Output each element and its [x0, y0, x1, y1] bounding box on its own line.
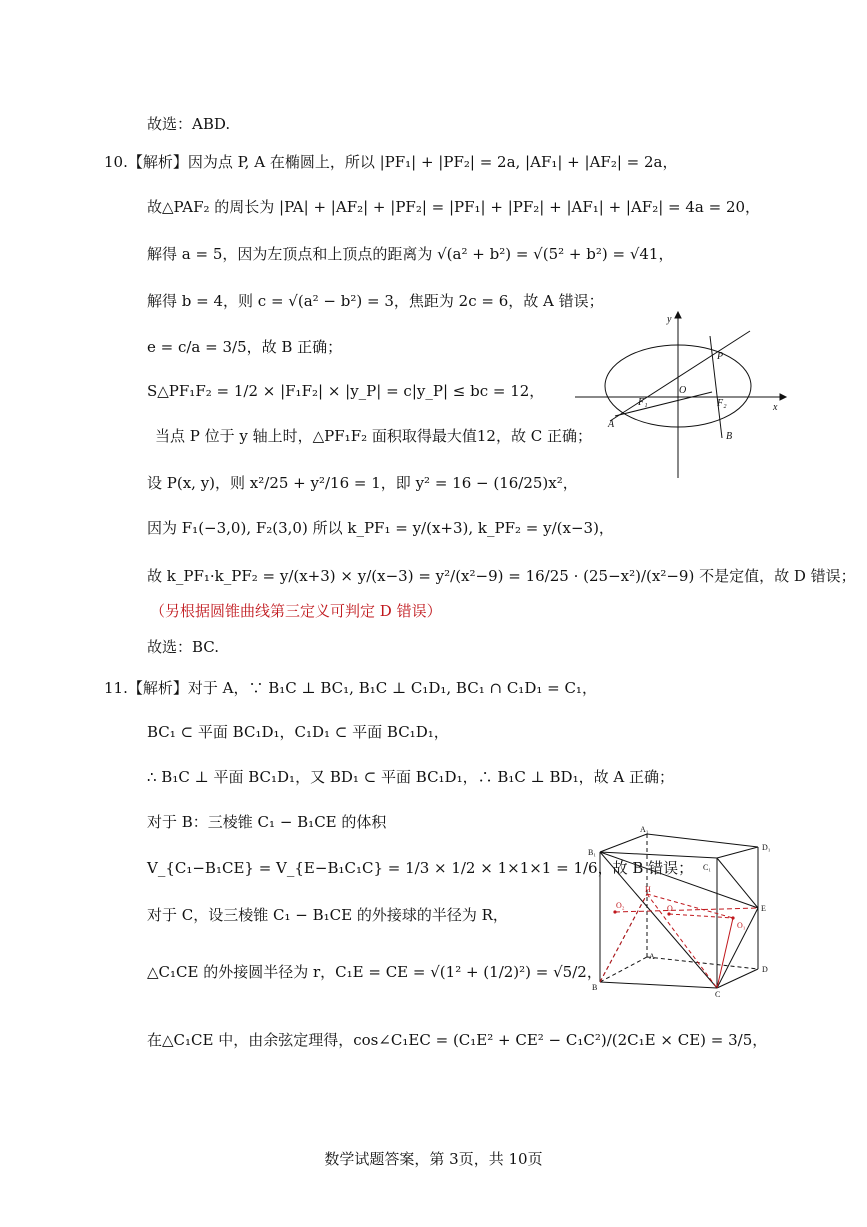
label-o1: O₁: [737, 921, 746, 930]
edge-b-c: [600, 982, 717, 988]
label-x: x: [773, 402, 778, 413]
red-line-o1-c: [717, 918, 733, 988]
label-c: C: [715, 990, 721, 998]
text-line-volume-calc: V_{C₁−B₁CE} = V_{E−B₁C₁C} = 1/3 × 1/2 × 1×1×1 = 1/6，故 B 错误；: [147, 859, 694, 877]
page-footer: 数学试题答案，第 3页，共 10页: [324, 1150, 543, 1168]
point-o1: [731, 916, 734, 919]
red-line-o-o1: [669, 914, 733, 918]
y-axis-arrow-icon: [675, 312, 681, 318]
segment-a-f2: [615, 392, 712, 416]
label-p: P: [717, 351, 724, 362]
text-line-q10-intro: 10.【解析】因为点 P, A 在椭圆上，所以 |PF₁| + |PF₂| = 2a, |AF₁| + |AF₂| = 2a，: [104, 153, 678, 171]
label-b: B: [726, 431, 733, 442]
label-y: y: [667, 314, 672, 325]
label-b1: B₁: [588, 848, 597, 857]
edge-b1-a1: [600, 834, 647, 852]
edge-a-d-hidden: [647, 957, 758, 969]
ellipse-figure: [570, 308, 795, 480]
label-o: O: [667, 904, 673, 913]
cube-figure: [585, 822, 785, 998]
text-line-q11-intro: 11.【解析】对于 A，∵ B₁C ⊥ BC₁, B₁C ⊥ C₁D₁, BC₁ ∩ C₁D₁ = C₁，: [104, 679, 597, 697]
text-line-plane: BC₁ ⊂ 平面 BC₁D₁，C₁D₁ ⊂ 平面 BC₁D₁，: [147, 723, 449, 741]
text-line-eccentricity: e = c/a = 3/5，故 B 正确；: [147, 338, 343, 356]
text-line-cosine: 在△C₁CE 中，由余弦定理得，cos∠C₁EC = (C₁E² + CE² − C₁C²)/(2C₁E × CE) = 3/5，: [147, 1031, 768, 1049]
label-h: H: [645, 885, 651, 894]
red-line-o2-e: [615, 908, 758, 912]
label-d1: D₁: [762, 843, 771, 852]
text-line-sphere-radius: 对于 C，设三棱锥 C₁ − B₁CE 的外接球的半径为 R，: [147, 906, 508, 924]
text-line-solve-b: 解得 b = 4，则 c = √(a² − b²) = 3，焦距为 2c = 6，故 A 错误；: [147, 292, 604, 310]
label-d: D: [762, 965, 768, 974]
text-line-circumradius: △C₁CE 的外接圆半径为 r，C₁E = CE = √(1² + (1/2)²) = √5/2，: [147, 963, 602, 981]
label-f1: F₁: [638, 397, 648, 408]
text-line-area: S△PF₁F₂ = 1/2 × |F₁F₂| × |y_P| = c|y_P| ≤ bc = 12，: [147, 382, 545, 400]
line-a-p: [610, 331, 750, 421]
line-c-e: [717, 908, 758, 988]
edge-c-d: [717, 969, 758, 988]
edge-b1-c1: [600, 852, 717, 858]
text-line-perpendicular: ∴ B₁C ⊥ 平面 BC₁D₁，又 BD₁ ⊂ 平面 BC₁D₁，∴ B₁C ⊥ BD₁，故 A 正确；: [147, 768, 674, 786]
label-a: A: [608, 419, 615, 430]
label-c1: C₁: [703, 863, 712, 872]
text-line-max-area: 当点 P 位于 y 轴上时，△PF₁F₂ 面积取得最大值12，故 C 正确；: [155, 427, 592, 445]
label-e: E: [761, 904, 766, 913]
text-line-pyramid-volume: 对于 B：三棱锥 C₁ − B₁CE 的体积: [147, 813, 387, 831]
text-line-slopes: 因为 F₁(−3,0), F₂(3,0) 所以 k_PF₁ = y/(x+3), k_PF₂ = y/(x−3)，: [147, 519, 614, 537]
label-o: O: [679, 385, 687, 396]
edge-a1-d1: [647, 834, 758, 847]
text-line-slope-product: 故 k_PF₁·k_PF₂ = y/(x+3) × y/(x−3) = y²/(x²−9) = 16/25 · (25−x²)/(x²−9) 不是定值，故 D 错误；: [147, 567, 856, 585]
red-line-h-o1: [647, 894, 733, 918]
point-o2: [613, 910, 616, 913]
label-b: B: [592, 983, 598, 992]
label-a: A: [649, 952, 655, 961]
text-line-solve-a: 解得 a = 5，因为左顶点和上顶点的距离为 √(a² + b²) = √(5² + b²) = √41，: [147, 245, 674, 263]
label-o2: O₂: [616, 901, 625, 910]
text-line-set-p: 设 P(x, y)，则 x²/25 + y²/16 = 1，即 y² = 16 − (16/25)x²，: [147, 474, 578, 492]
text-line-red-note: （另根据圆锥曲线第三定义可判定 D 错误）: [150, 602, 442, 620]
edge-c1-d1: [717, 847, 758, 858]
text-line-choice-bc: 故选：BC.: [147, 638, 220, 656]
text-line-perimeter: 故△PAF₂ 的周长为 |PA| + |AF₂| + |PF₂| = |PF₁| + |PF₂| + |AF₁| + |AF₂| = 4a = 20，: [147, 198, 761, 216]
x-axis-arrow-icon: [780, 394, 786, 400]
label-f2: F₂: [717, 398, 727, 409]
text-line-choice-abd: 故选：ABD.: [147, 115, 231, 133]
label-a1: A₁: [640, 825, 649, 834]
red-line-h-c: [647, 894, 717, 988]
